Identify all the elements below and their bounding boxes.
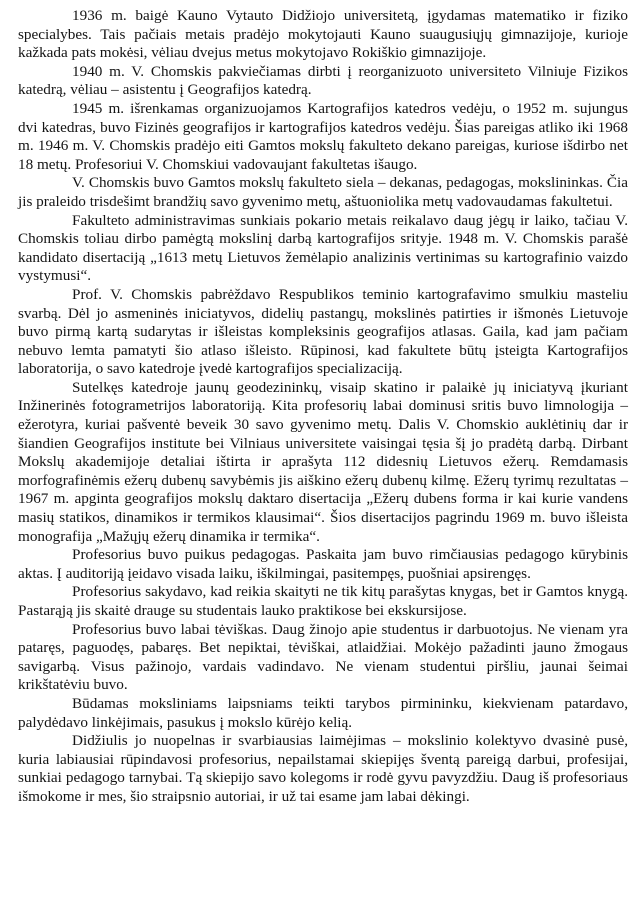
paragraph-11: Būdamas moksliniams laipsniams teikti tarybos pirmininku, kiekvienam patardavo, palydėdavo linkėjimais, pasukus į mokslo kūrėjo kelią. <box>18 694 628 731</box>
paragraph-5: Fakulteto administravimas sunkiais pokario metais reikalavo daug jėgų ir laiko, tačiau V. Chomskis toliau dirbo pamėgtą mokslinį darbą kartografijos srityje. 1948 m. V. Chomskis parašė kandidato disertaciją „1613 metų Lietuvos žemėlapio analizinis vertinimas su kartografinio vaizdo vystymusi“. <box>18 211 628 285</box>
paragraph-6: Prof. V. Chomskis pabrėždavo Respublikos teminio kartografavimo smulkiu masteliu svarbą. Dėl jo asmeninės iniciatyvos, didelių pastangų, mokslinės patirties ir išmonės Lietuvoje buvo pirmą kartą sudarytas ir išleistas kompleksinis geografijos atlasas. Gaila, kad jam pačiam nebuvo lemta pamatyti šio atlaso išleisto. Rūpinosi, kad fakultete būtų įsteigta Kartografijos laboratorija, o savo katedroje įvedė kartografijos specializaciją. <box>18 285 628 378</box>
paragraph-8: Profesorius buvo puikus pedagogas. Paskaita jam buvo rimčiausias pedagogo kūrybinis aktas. Į auditoriją įeidavo visada laiku, iškilmingai, pasitempęs, puošniai apsirengęs. <box>18 546 628 582</box>
paragraph-1: 1936 m. baigė Kauno Vytauto Didžiojo universitetą, įgydamas matematiko ir fiziko specialybes. Tais pačiais metais pradėjo mokytojauti Kauno suaugusiųjų gimnazijoje, kurioje kažkada pats mokėsi, vėliau dvejus metus mokytojavo Rokiškio gimnazijoje. <box>18 7 628 62</box>
paragraph-9: Profesorius sakydavo, kad reikia skaityti ne tik kitų parašytas knygas, bet ir Gamtos knygą. Pastarąją jis skaitė drauge su studentais lauko praktikose bei ekskursijose. <box>18 583 628 619</box>
paragraph-7: Sutelkęs katedroje jaunų geodezininkų, visaip skatino ir palaikė jų iniciatyvą įkuriant Inžinerinės fotogrametrijos laboratoriją. Kita profesorių labai dominusi sritis buvo limnologija – ežerotyra, kuriai pašventė beveik 30 savo gyvenimo metų. Dalis V. Chomskio auklėtinių dar ir šiandien Geografijos institute bei Vilniaus universitete vaisingai tęsia šį jo pradėtą darbą. Dirbant Mokslų akademijoje detaliai ištirta ir aprašyta 112 didesnių Lietuvos ežerų. Remdamasis morfografinėmis ežerų dubenų savybėmis jis aiškino ežerų dubenų kilmę. Ežerų tyrimų rezultatas – 1967 m. apginta geografijos mokslų daktaro disertacija „Ežerų dubens forma ir kai kurie vandens masių statikos, dinamikos ir termikos klausimai“. Šios disertacijos pagrindu 1969 m. buvo išleista monografija „Mažųjų ežerų dinamika ir termika“. <box>18 378 628 545</box>
paragraph-2: 1940 m. V. Chomskis pakviečiamas dirbti į reorganizuoto universiteto Vilniuje Fizikos katedrą, vėliau – asistentu į Geografijos katedrą. <box>18 62 628 99</box>
paragraph-4: V. Chomskis buvo Gamtos mokslų fakulteto siela – dekanas, pedagogas, mokslininkas. Čia jis praleido trisdešimt brandžių savo gyvenimo metų, aštuoniolika metų vadovaudamas fakultetui. <box>18 174 628 210</box>
paragraph-3: 1945 m. išrenkamas organizuojamos Kartografijos katedros vedėju, o 1952 m. sujungus dvi katedras, buvo Fizinės geografijos ir kartografijos katedros vedėju. Šias pareigas atliko iki 1968 m. 1946 m. V. Chomskis pradėjo eiti Gamtos mokslų fakulteto dekano pareigas, kuriose išdirbo net 18 metų. Profesoriui V. Chomskiui vadovaujant fakultetas išaugo. <box>18 99 628 173</box>
paragraph-10: Profesorius buvo labai tėviškas. Daug žinojo apie studentus ir darbuotojus. Ne vienam yra pataręs, paguodęs, pabaręs. Bet nepiktai, tėviškai, atlaidžiai. Mokėjo pažadinti jauno žmogaus savigarbą. Visus pažinojo, vardais vadindavo. Ne vienam studentui piršliu, jaunai šeimai krikštatėviu buvo. <box>18 620 628 694</box>
paragraph-12: Didžiulis jo nuopelnas ir svarbiausias laimėjimas – mokslinio kolektyvo dvasinė pusė, kuria labiausiai rūpindavosi profesorius, nepailstamai skiepijęs šventą pareigą darbui, profesijai, sunkiai pedagogo tarnybai. Tą skiepijo savo kolegoms ir rodė gyvu pavyzdžiu. Daug iš profesoriaus išmokome ir mes, šio straipsnio autoriai, ir už tai esame jam labai dėkingi. <box>18 732 628 805</box>
